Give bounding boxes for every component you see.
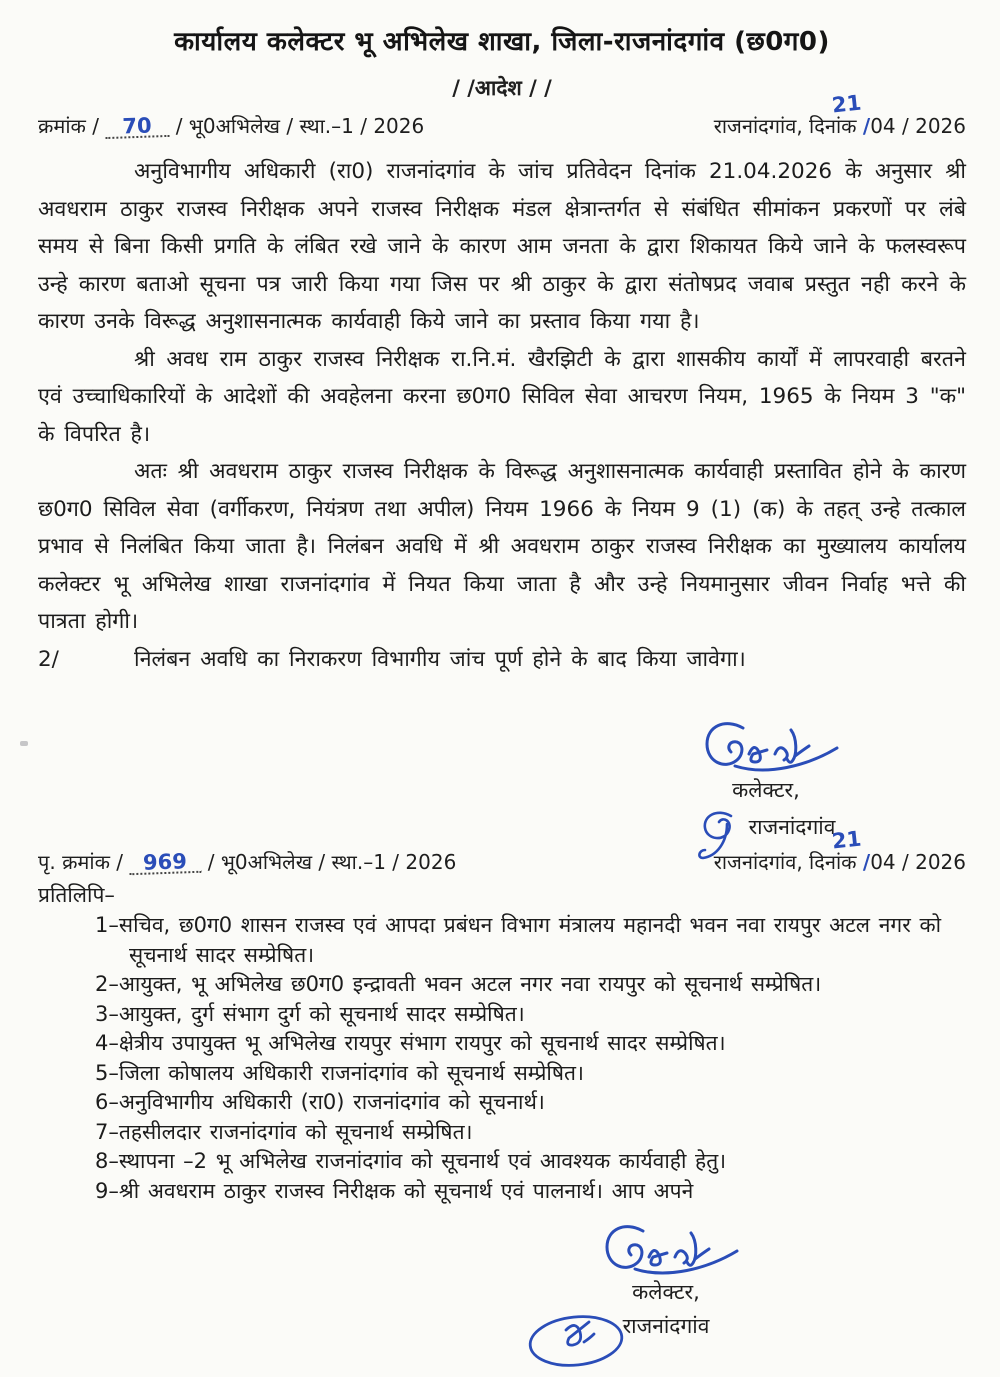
- date-day-handwritten: 21: [830, 90, 863, 118]
- date-slash-handwritten: /: [862, 114, 871, 138]
- dispatch-ref-suffix: / भू0अभिलेख / स्था.–1 / 2026: [207, 850, 457, 874]
- ref-suffix: / भू0अभिलेख / स्था.–1 / 2026: [175, 114, 425, 138]
- dispatch-date-slash-handwritten: /: [862, 850, 871, 874]
- paragraph-2: श्री अवध राम ठाकुर राजस्व निरीक्षक रा.नि.मं. खैरझिटी के द्वारा शासकीय कार्यों में लापरवाही बरतने एवं उच्चाधिकारियों के आदेशों की अवहेलना करना छ0ग0 सिविल सेवा आचरण नियम, 1965 के नियम 3 "क" के विपरित है।: [38, 346, 966, 447]
- copy-item-number: 5–: [95, 1060, 119, 1085]
- copy-item-number: 1–: [95, 913, 119, 937]
- copy-item-text: सचिव, छ0ग0 शासन राजस्व एवं आपदा प्रबंधन विभाग मंत्रालय महानदी भवन नवा रायपुर अटल नगर को सूचनार्थ सादर सम्प्रेषित।: [118, 913, 942, 967]
- collector-signature-icon: [591, 1216, 741, 1286]
- copy-recipient-item: [95, 911, 956, 970]
- collector-place: राजनांदगांव: [748, 815, 836, 839]
- copy-item-text: आयुक्त, दुर्ग संभाग दुर्ग को सूचनार्थ सादर सम्प्रेषित।: [118, 1001, 525, 1026]
- copy-item-text: स्थापना –2 भू अभिलेख राजनांदगांव को सूचनार्थ एवं आवश्यक कार्यवाही हेतु।: [118, 1149, 727, 1173]
- copy-recipient-item: [95, 1147, 956, 1177]
- dispatch-ref-number-handwritten: 969: [129, 851, 202, 875]
- copy-recipient-item: [95, 1118, 956, 1148]
- dispatch-date-rest: 04 / 2026: [870, 850, 966, 874]
- copy-item-number: 9–: [95, 1178, 119, 1203]
- dispatch-reference-line: [38, 848, 456, 875]
- copy-item-text: क्षेत्रीय उपायुक्त भू अभिलेख रायपुर संभाग रायपुर को सूचनार्थ सादर सम्प्रेषित।: [118, 1031, 726, 1055]
- collector-signature-icon: [691, 714, 841, 782]
- copy-recipients-list: [95, 911, 956, 1206]
- copy-item-number: 2–: [95, 972, 119, 996]
- copy-recipient-item: [95, 1177, 956, 1207]
- reference-row: [38, 90, 966, 139]
- copy-item-number: 3–: [95, 1001, 119, 1026]
- copy-to-label: प्रतिलिपि–: [38, 883, 115, 907]
- clause-number: 2/: [38, 646, 59, 672]
- dispatch-ref-prefix: पृ. क्रमांक /: [38, 850, 124, 874]
- clause-text: निलंबन अवधि का निराकरण विभागीय जांच पूर्ण होने के बाद किया जावेगा।: [134, 646, 746, 672]
- copy-item-text: जिला कोषालय अधिकारी राजनांदगांव को सूचनार्थ सम्प्रेषित।: [118, 1060, 584, 1085]
- signature-block-top: [596, 714, 936, 846]
- order-body: [38, 153, 966, 678]
- order-heading: / /आदेश / /: [452, 76, 552, 100]
- signature-block-bottom: [516, 1216, 816, 1340]
- collector-place-row: [596, 808, 936, 846]
- dispatch-place-date-prefix: राजनांदगांव, दिनांक: [713, 850, 857, 874]
- paragraph-1: अनुविभागीय अधिकारी (रा0) राजनांदगांव के जांच प्रतिवेदन दिनांक 21.04.2026 के अनुसार श्री अवधराम ठाकुर राजस्व निरीक्षक अपने राजस्व निरीक्षक मंडल क्षेत्रान्तर्गत से संबंधित सीमांकन प्रकरणों पर लंबे समय से बिना किसी प्रगति के लंबित रखे जाने के कारण आम जनता के द्वारा शिकायत किये जाने के फलस्वरूप उन्हे कारण बताओ सूचना पत्र जारी किया गया जिस पर श्री ठाकुर के द्वारा संतोषप्रद जवाब प्रस्तुत नही करने के कारण उनके विरूद्ध अनुशासनात्मक कार्यवाही किये जाने का प्रस्ताव किया गया है।: [38, 159, 966, 334]
- collector-designation: कलेक्टर,: [732, 778, 800, 802]
- paragraph-4: [38, 641, 966, 679]
- copy-item-text: श्री अवधराम ठाकुर राजस्व निरीक्षक को सूचनार्थ एवं पालनार्थ। आप अपने: [118, 1178, 694, 1203]
- place-date-prefix: राजनांदगांव, दिनांक: [713, 114, 857, 138]
- dispatch-reference-row: [38, 826, 966, 875]
- collector-designation: कलेक्टर,: [632, 1280, 700, 1304]
- copy-item-number: 4–: [95, 1031, 119, 1055]
- paragraph-3: अतः श्री अवधराम ठाकुर राजस्व निरीक्षक के विरूद्ध अनुशासनात्मक कार्यवाही प्रस्तावित होने के कारण छ0ग0 सिविल सेवा (वर्गीकरण, नियंत्रण तथा अपील) नियम 1966 के नियम 9 (1) (क) के तहत् उन्हे तत्काल प्रभाव से निलंबित किया जाता है। निलंबन अवधि में श्री अवधराम ठाकुर राजस्व निरीक्षक का मुख्यालय कार्यालय कलेक्टर भू अभिलेख शाखा राजनांदगांव में नियत किया जाता है और उन्हे नियमानुसार जीवन निर्वाह भत्ते की पात्रता होगी।: [38, 459, 966, 634]
- copy-recipient-item: [95, 970, 956, 1000]
- circled-initial-icon: [524, 1308, 628, 1374]
- reference-number-line: [38, 112, 424, 139]
- copy-recipient-item: [95, 1059, 956, 1089]
- ref-prefix: क्रमांक /: [38, 114, 99, 138]
- copy-item-number: 8–: [95, 1149, 119, 1173]
- copy-item-text: तहसीलदार राजनांदगांव को सूचनार्थ सम्प्रेषित।: [118, 1119, 473, 1144]
- place-date-line: [713, 90, 966, 139]
- office-title: कार्यालय कलेक्टर भू अभिलेख शाखा, जिला-राजनांदगांव (छ0ग0): [174, 27, 830, 57]
- copy-item-text: अनुविभागीय अधिकारी (रा0) राजनांदगांव को सूचनार्थ।: [118, 1090, 545, 1114]
- dispatch-date-line: [713, 826, 966, 875]
- ref-number-handwritten: 70: [105, 115, 170, 139]
- copy-recipient-item: [95, 1088, 956, 1118]
- dispatch-date-day-handwritten: 21: [830, 826, 863, 854]
- collector-place: राजनांदगांव: [622, 1314, 710, 1338]
- date-rest: 04 / 2026: [870, 114, 966, 138]
- scan-artifact-dot: [20, 741, 28, 746]
- copy-item-number: 6–: [95, 1090, 119, 1114]
- copy-item-number: 7–: [95, 1119, 119, 1144]
- copy-item-text: आयुक्त, भू अभिलेख छ0ग0 इन्द्रावती भवन अटल नगर नवा रायपुर को सूचनार्थ सम्प्रेषित।: [118, 972, 822, 996]
- copy-recipient-item: [95, 1000, 956, 1030]
- copy-recipient-item: [95, 1029, 956, 1059]
